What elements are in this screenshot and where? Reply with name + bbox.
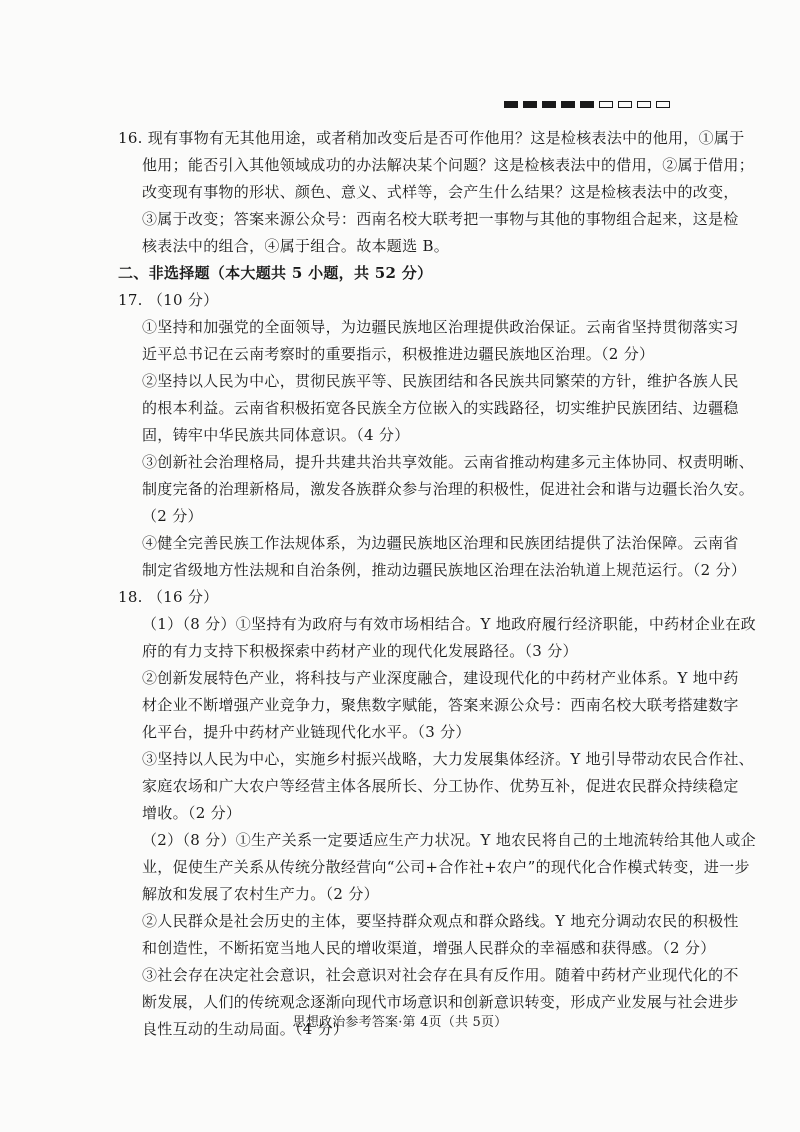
text-line: ④健全完善民族工作法规体系，为边疆民族地区治理和民族团结提供了法治保障。云南省 (142, 534, 739, 552)
progress-segment-empty (637, 101, 651, 108)
text-line: 18. （16 分） (118, 588, 219, 606)
progress-segment-filled (523, 101, 537, 108)
progress-segment-filled (504, 101, 518, 108)
page-progress-indicator (504, 101, 670, 108)
text-line: ③坚持以人民为中心，实施乡村振兴战略，大力发展集体经济。Y 地引导带动农民合作社、 (142, 750, 754, 768)
text-line: ③属于改变；答案来源公众号：西南名校大联考把一事物与其他的事物组合起来，这是检 (142, 210, 739, 228)
text-line: 化平台，提升中药材产业链现代化水平。（3 分） (142, 723, 471, 741)
text-line: （2 分） (142, 507, 203, 525)
text-line: 固，铸牢中华民族共同体意识。（4 分） (142, 426, 410, 444)
text-line: 16. 现有事物有无其他用途，或者稍加改变后是否可作他用？这是检核表法中的他用，①属于 (118, 129, 745, 147)
text-line: 断发展，人们的传统观念逐渐向现代市场意识和创新意识转变，形成产业发展与社会进步 (142, 993, 739, 1011)
progress-segment-filled (542, 101, 556, 108)
text-line: 府的有力支持下积极探索中药材产业的现代化发展路径。（3 分） (142, 642, 578, 660)
text-line: ②创新发展特色产业，将科技与产业深度融合，建设现代化的中药材产业体系。Y 地中药 (142, 669, 739, 687)
text-line: ③社会存在决定社会意识，社会意识对社会存在具有反作用。随着中药材产业现代化的不 (142, 966, 739, 984)
text-line: 二、非选择题（本大题共 5 小题，共 52 分） (118, 264, 433, 282)
text-line: ①坚持和加强党的全面领导，为边疆民族地区治理提供政治保证。云南省坚持贯彻落实习 (142, 318, 739, 336)
text-line: 制定省级地方性法规和自治条例，推动边疆民族地区治理在法治轨道上规范运行。（2 分） (142, 561, 747, 579)
text-line: 的根本利益。云南省积极拓宽各民族全方位嵌入的实践路径，切实维护民族团结、边疆稳 (142, 399, 739, 417)
answer-body (118, 125, 756, 1043)
page-footer: 思想政治参考答案·第 4页（共 5页） (292, 1015, 508, 1030)
text-line: （2）（8 分）①生产关系一定要适应生产力状况。Y 地农民将自己的土地流转给其他人或企 (142, 831, 756, 849)
text-line: （1）（8 分）①坚持有为政府与有效市场相结合。Y 地政府履行经济职能，中药材企业在政 (142, 615, 756, 633)
progress-segment-filled (561, 101, 575, 108)
text-line: 增收。（2 分） (142, 804, 242, 822)
text-line: 近平总书记在云南考察时的重要指示，积极推进边疆民族地区治理。（2 分） (142, 345, 655, 363)
progress-segment-empty (618, 101, 632, 108)
progress-segment-empty (656, 101, 670, 108)
text-line: 改变现有事物的形状、颜色、意义、式样等，会产生什么结果？这是检核表法中的改变， (142, 183, 739, 201)
text-line: ②坚持以人民为中心，贯彻民族平等、民族团结和各民族共同繁荣的方针，维护各族人民 (142, 372, 739, 390)
text-line: 制度完备的治理新格局，激发各族群众参与治理的积极性，促进社会和谐与边疆长治久安。 (142, 480, 755, 498)
text-line: 他用；能否引入其他领域成功的办法解决某个问题？这是检核表法中的借用，②属于借用； (142, 156, 755, 174)
text-line: 和创造性，不断拓宽当地人民的增收渠道，增强人民群众的幸福感和获得感。（2 分） (142, 939, 716, 957)
text-line: 17. （10 分） (118, 291, 219, 309)
text-line: 家庭农场和广大农户等经营主体各展所长、分工协作、优势互补，促进农民群众持续稳定 (142, 777, 739, 795)
text-line: 良性互动的生动局面。（4 分） (142, 1020, 349, 1038)
progress-segment-empty (599, 101, 613, 108)
text-line: 材企业不断增强产业竞争力，聚焦数字赋能，答案来源公众号：西南名校大联考搭建数字 (142, 696, 739, 714)
text-line: 业，促使生产关系从传统分散经营向“公司+合作社+农户”的现代化合作模式转变，进一步 (142, 858, 750, 876)
text-line: ③创新社会治理格局，提升共建共治共享效能。云南省推动构建多元主体协同、权责明晰、 (142, 453, 755, 471)
text-line: ②人民群众是社会历史的主体，要坚持群众观点和群众路线。Y 地充分调动农民的积极性 (142, 912, 739, 930)
progress-segment-filled (580, 101, 594, 108)
text-line: 核表法中的组合，④属于组合。故本题选 B。 (142, 237, 450, 255)
text-line: 解放和发展了农村生产力。（2 分） (142, 885, 379, 903)
